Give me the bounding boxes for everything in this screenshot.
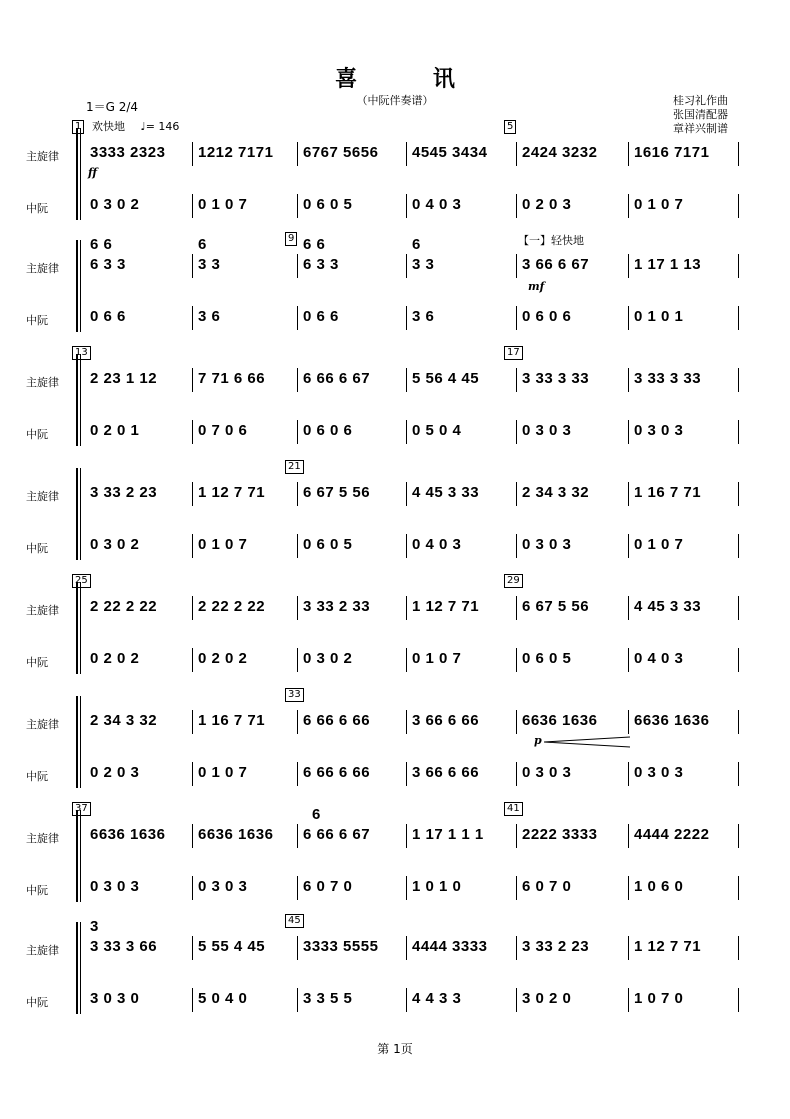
barline-ruan (406, 534, 407, 558)
part-label-ruan: 中阮 (26, 884, 48, 897)
melody-measure: 3 33 3 33 (634, 370, 702, 387)
melody-upper-note: 6 (312, 806, 321, 823)
melody-measure: 6636 1636 (90, 826, 166, 843)
melody-upper-note: 6 6 (303, 236, 326, 253)
barline-melody (192, 824, 193, 848)
page-subtitle: （中阮伴奏谱） (356, 94, 434, 107)
barline-ruan (516, 420, 517, 444)
barline-ruan (516, 876, 517, 900)
melody-measure: 3 66 6 67 (522, 256, 590, 273)
melody-upper-note: 6 (198, 236, 207, 253)
melody-measure: 2222 3333 (522, 826, 598, 843)
melody-upper-note: 6 (412, 236, 421, 253)
barline-melody (628, 710, 629, 734)
melody-measure: 6636 1636 (634, 712, 710, 729)
page-title: 喜 讯 (335, 66, 489, 92)
system-brace (76, 582, 78, 674)
barline-melody (406, 936, 407, 960)
system-brace-inner (80, 696, 81, 788)
ruan-measure: 1 0 7 0 (634, 990, 684, 1007)
system-brace (76, 468, 78, 560)
barline-melody (738, 936, 739, 960)
barline-ruan (738, 306, 739, 330)
barline-melody (738, 482, 739, 506)
barline-ruan (297, 534, 298, 558)
melody-measure: 2 23 1 12 (90, 370, 158, 387)
rehearsal-marker: 9 (285, 232, 297, 246)
dynamic-ff: ff (88, 166, 98, 179)
barline-ruan (516, 648, 517, 672)
ruan-measure: 0 4 0 3 (412, 196, 462, 213)
melody-measure: 1 17 1 1 1 (412, 826, 484, 843)
ruan-measure: 0 2 0 2 (198, 650, 248, 667)
ruan-measure: 1 0 1 0 (412, 878, 462, 895)
barline-ruan (192, 648, 193, 672)
ruan-measure: 0 1 0 7 (198, 536, 248, 553)
ruan-measure: 0 3 0 3 (90, 878, 140, 895)
barline-ruan (738, 648, 739, 672)
rehearsal-marker: 25 (72, 574, 91, 588)
melody-measure: 3 33 2 33 (303, 598, 371, 615)
melody-measure: 1 12 7 71 (198, 484, 266, 501)
melody-measure: 6636 1636 (198, 826, 274, 843)
barline-ruan (628, 194, 629, 218)
barline-ruan (406, 194, 407, 218)
rehearsal-marker: 41 (504, 802, 523, 816)
arranger-credit: 张国清配器 (673, 108, 728, 121)
melody-measure: 2 22 2 22 (90, 598, 158, 615)
system-brace (76, 240, 78, 332)
barline-ruan (406, 306, 407, 330)
melody-measure: 3 3 (198, 256, 221, 273)
barline-melody (628, 596, 629, 620)
barline-melody (516, 482, 517, 506)
melody-measure: 1616 7171 (634, 144, 710, 161)
melody-measure: 4 45 3 33 (412, 484, 480, 501)
barline-ruan (192, 534, 193, 558)
barline-ruan (516, 762, 517, 786)
barline-melody (628, 142, 629, 166)
system-brace-inner (80, 582, 81, 674)
ruan-measure: 6 0 7 0 (522, 878, 572, 895)
melody-measure: 6 3 3 (90, 256, 126, 273)
composer-credit: 桂习礼作曲 (673, 94, 728, 107)
ruan-measure: 3 0 3 0 (90, 990, 140, 1007)
melody-measure: 1212 7171 (198, 144, 274, 161)
barline-ruan (516, 194, 517, 218)
melody-measure: 1 16 7 71 (634, 484, 702, 501)
ruan-measure: 3 0 2 0 (522, 990, 572, 1007)
melody-measure: 6 66 6 67 (303, 370, 371, 387)
melody-measure: 5 56 4 45 (412, 370, 480, 387)
ruan-measure: 1 0 6 0 (634, 878, 684, 895)
page-footer: 第 1页 (377, 1042, 413, 1056)
barline-melody (738, 254, 739, 278)
ruan-measure: 5 0 4 0 (198, 990, 248, 1007)
barline-melody (516, 368, 517, 392)
crescendo-hairpin (544, 736, 634, 748)
barline-ruan (516, 534, 517, 558)
barline-melody (297, 368, 298, 392)
barline-ruan (297, 306, 298, 330)
barline-melody (297, 936, 298, 960)
part-label-melody: 主旋律 (26, 604, 59, 617)
melody-measure: 6 67 5 56 (303, 484, 371, 501)
melody-measure: 3 33 2 23 (90, 484, 158, 501)
barline-ruan (738, 194, 739, 218)
barline-ruan (628, 534, 629, 558)
ruan-measure: 6 0 7 0 (303, 878, 353, 895)
barline-ruan (406, 762, 407, 786)
ruan-measure: 0 1 0 1 (634, 308, 684, 325)
ruan-measure: 0 6 6 (90, 308, 126, 325)
ruan-measure: 0 3 0 3 (634, 764, 684, 781)
melody-measure: 3 33 3 66 (90, 938, 158, 955)
barline-ruan (406, 988, 407, 1012)
part-label-ruan: 中阮 (26, 996, 48, 1009)
melody-measure: 6 3 3 (303, 256, 339, 273)
system-brace (76, 922, 78, 1014)
system-brace-inner (80, 810, 81, 902)
ruan-measure: 0 6 0 6 (303, 422, 353, 439)
melody-measure: 1 12 7 71 (634, 938, 702, 955)
barline-ruan (297, 762, 298, 786)
barline-melody (297, 596, 298, 620)
ruan-measure: 0 3 0 3 (522, 422, 572, 439)
barline-ruan (738, 534, 739, 558)
part-label-ruan: 中阮 (26, 428, 48, 441)
melody-measure: 7 71 6 66 (198, 370, 266, 387)
barline-ruan (406, 648, 407, 672)
ruan-measure: 0 6 0 5 (522, 650, 572, 667)
system-brace (76, 810, 78, 902)
melody-measure: 5 55 4 45 (198, 938, 266, 955)
ruan-measure: 0 1 0 7 (198, 196, 248, 213)
barline-ruan (192, 762, 193, 786)
barline-melody (406, 824, 407, 848)
part-label-melody: 主旋律 (26, 832, 59, 845)
barline-melody (192, 254, 193, 278)
section-marking: 【一】轻快地 (518, 234, 584, 247)
barline-melody (406, 368, 407, 392)
ruan-measure: 0 3 0 3 (522, 536, 572, 553)
system-brace (76, 354, 78, 446)
melody-measure: 4444 2222 (634, 826, 710, 843)
melody-measure: 4444 3333 (412, 938, 488, 955)
melody-measure: 2 34 3 32 (90, 712, 158, 729)
melody-measure: 3 66 6 66 (412, 712, 480, 729)
system-brace-inner (80, 240, 81, 332)
barline-melody (192, 710, 193, 734)
engraver-credit: 章祥兴制谱 (673, 122, 728, 135)
barline-ruan (297, 420, 298, 444)
barline-ruan (738, 988, 739, 1012)
barline-ruan (516, 988, 517, 1012)
part-label-ruan: 中阮 (26, 770, 48, 783)
barline-ruan (628, 762, 629, 786)
ruan-measure: 0 6 0 5 (303, 196, 353, 213)
melody-measure: 2 34 3 32 (522, 484, 590, 501)
ruan-measure: 6 66 6 66 (303, 764, 371, 781)
ruan-measure: 0 5 0 4 (412, 422, 462, 439)
barline-melody (516, 254, 517, 278)
melody-measure: 3 3 (412, 256, 435, 273)
barline-ruan (516, 306, 517, 330)
ruan-measure: 0 4 0 3 (634, 650, 684, 667)
rehearsal-marker: 1 (72, 120, 84, 134)
barline-melody (628, 368, 629, 392)
key-signature: 1＝G 2/4 (86, 100, 139, 114)
rehearsal-marker: 5 (504, 120, 516, 134)
barline-melody (192, 482, 193, 506)
melody-measure: 4 45 3 33 (634, 598, 702, 615)
ruan-measure: 0 6 0 5 (303, 536, 353, 553)
barline-melody (192, 368, 193, 392)
ruan-measure: 0 3 0 2 (303, 650, 353, 667)
ruan-measure: 0 4 0 3 (412, 536, 462, 553)
ruan-measure: 0 3 0 2 (90, 536, 140, 553)
system-brace-inner (80, 354, 81, 446)
ruan-measure: 0 6 6 (303, 308, 339, 325)
barline-melody (192, 142, 193, 166)
barline-melody (738, 710, 739, 734)
system-brace (76, 696, 78, 788)
barline-ruan (628, 876, 629, 900)
part-label-melody: 主旋律 (26, 150, 59, 163)
melody-measure: 6636 1636 (522, 712, 598, 729)
part-label-melody: 主旋律 (26, 376, 59, 389)
melody-measure: 2424 3232 (522, 144, 598, 161)
barline-melody (628, 824, 629, 848)
barline-ruan (192, 988, 193, 1012)
melody-measure: 3 33 2 23 (522, 938, 590, 955)
barline-ruan (297, 648, 298, 672)
barline-melody (628, 254, 629, 278)
melody-measure: 6 67 5 56 (522, 598, 590, 615)
barline-melody (406, 142, 407, 166)
barline-ruan (406, 420, 407, 444)
rehearsal-marker: 45 (285, 914, 304, 928)
barline-ruan (628, 648, 629, 672)
barline-ruan (738, 876, 739, 900)
rehearsal-marker: 33 (285, 688, 304, 702)
barline-melody (516, 142, 517, 166)
part-label-ruan: 中阮 (26, 656, 48, 669)
melody-measure: 2 22 2 22 (198, 598, 266, 615)
tempo-text: 欢快地 (92, 120, 125, 133)
barline-melody (516, 936, 517, 960)
system-brace-inner (80, 922, 81, 1014)
melody-measure: 1 12 7 71 (412, 598, 480, 615)
rehearsal-marker: 13 (72, 346, 91, 360)
rehearsal-marker: 17 (504, 346, 523, 360)
system-brace-inner (80, 468, 81, 560)
part-label-melody: 主旋律 (26, 262, 59, 275)
barline-ruan (192, 420, 193, 444)
part-label-melody: 主旋律 (26, 718, 59, 731)
barline-melody (516, 596, 517, 620)
barline-ruan (738, 420, 739, 444)
melody-measure: 1 17 1 13 (634, 256, 702, 273)
barline-melody (192, 596, 193, 620)
ruan-measure: 3 6 (412, 308, 435, 325)
melody-upper-note: 6 6 (90, 236, 113, 253)
melody-measure: 1 16 7 71 (198, 712, 266, 729)
part-label-melody: 主旋律 (26, 490, 59, 503)
system-brace (76, 128, 78, 220)
barline-ruan (628, 306, 629, 330)
ruan-measure: 0 2 0 3 (522, 196, 572, 213)
barline-ruan (628, 420, 629, 444)
rehearsal-marker: 29 (504, 574, 523, 588)
ruan-measure: 0 2 0 1 (90, 422, 140, 439)
melody-measure: 4545 3434 (412, 144, 488, 161)
barline-melody (516, 710, 517, 734)
barline-melody (406, 596, 407, 620)
barline-melody (516, 824, 517, 848)
barline-ruan (192, 194, 193, 218)
ruan-measure: 3 3 5 5 (303, 990, 353, 1007)
barline-melody (297, 482, 298, 506)
ruan-measure: 0 1 0 7 (412, 650, 462, 667)
ruan-measure: 4 4 3 3 (412, 990, 462, 1007)
ruan-measure: 0 3 0 3 (634, 422, 684, 439)
barline-melody (406, 710, 407, 734)
dynamic-mf: mf (528, 280, 545, 293)
tempo-value: ♩= 146 (140, 120, 180, 133)
barline-melody (297, 142, 298, 166)
barline-melody (406, 482, 407, 506)
barline-ruan (406, 876, 407, 900)
melody-measure: 6 66 6 66 (303, 712, 371, 729)
melody-measure: 6767 5656 (303, 144, 379, 161)
ruan-measure: 0 7 0 6 (198, 422, 248, 439)
barline-ruan (192, 306, 193, 330)
barline-melody (297, 254, 298, 278)
ruan-measure: 0 3 0 3 (198, 878, 248, 895)
ruan-measure: 0 1 0 7 (198, 764, 248, 781)
barline-melody (297, 710, 298, 734)
melody-upper-note: 3 (90, 918, 99, 935)
ruan-measure: 0 2 0 3 (90, 764, 140, 781)
system-brace-inner (80, 128, 81, 220)
barline-ruan (297, 194, 298, 218)
barline-melody (738, 824, 739, 848)
barline-ruan (297, 988, 298, 1012)
barline-ruan (628, 988, 629, 1012)
part-label-melody: 主旋律 (26, 944, 59, 957)
ruan-measure: 0 3 0 3 (522, 764, 572, 781)
dynamic-p: p (534, 734, 542, 747)
barline-melody (628, 482, 629, 506)
ruan-measure: 3 6 (198, 308, 221, 325)
rehearsal-marker: 21 (285, 460, 304, 474)
melody-measure: 3 33 3 33 (522, 370, 590, 387)
barline-melody (738, 596, 739, 620)
part-label-ruan: 中阮 (26, 202, 48, 215)
rehearsal-marker: 37 (72, 802, 91, 816)
melody-measure: 3333 2323 (90, 144, 166, 161)
barline-melody (628, 936, 629, 960)
melody-measure: 3333 5555 (303, 938, 379, 955)
part-label-ruan: 中阮 (26, 542, 48, 555)
barline-melody (192, 936, 193, 960)
barline-ruan (297, 876, 298, 900)
ruan-measure: 0 6 0 6 (522, 308, 572, 325)
tempo-marking (92, 118, 179, 134)
ruan-measure: 0 3 0 2 (90, 196, 140, 213)
ruan-measure: 0 1 0 7 (634, 196, 684, 213)
melody-measure: 6 66 6 67 (303, 826, 371, 843)
barline-melody (297, 824, 298, 848)
ruan-measure: 3 66 6 66 (412, 764, 480, 781)
ruan-measure: 0 1 0 7 (634, 536, 684, 553)
barline-ruan (738, 762, 739, 786)
part-label-ruan: 中阮 (26, 314, 48, 327)
barline-melody (406, 254, 407, 278)
barline-ruan (192, 876, 193, 900)
ruan-measure: 0 2 0 2 (90, 650, 140, 667)
barline-melody (738, 142, 739, 166)
barline-melody (738, 368, 739, 392)
